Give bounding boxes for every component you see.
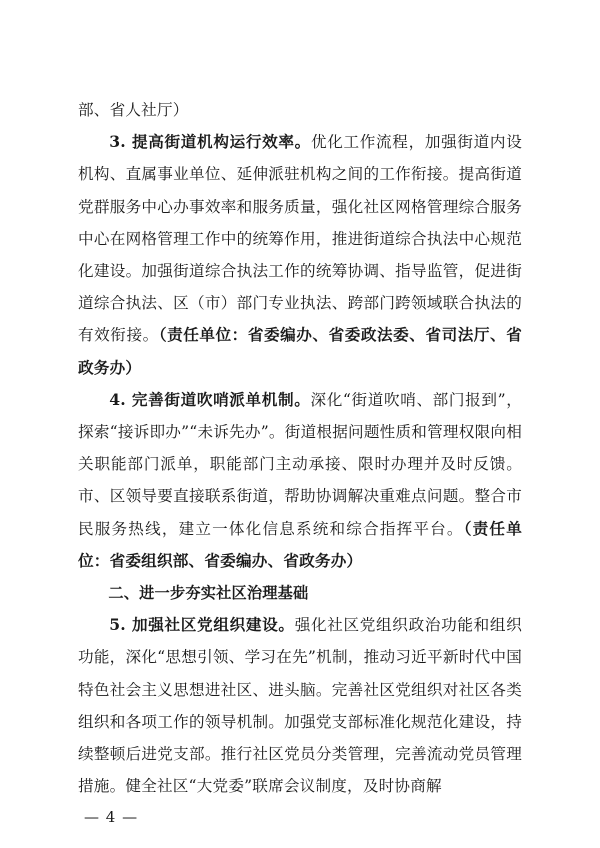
item-4-responsible: （责任单位：省委组织部、省委编办、省政务办） <box>78 518 522 570</box>
item-5-paragraph <box>78 609 522 802</box>
item-3-text: 优化工作流程，加强街道内设机构、直属事业单位、延伸派驻机构之间的工作衔接。提高街道党群服务中心办事效率和服务质量，强化社区网格管理综合服务中心在网格管理工作中的统筹作用，推进街道综合执法中心规范化建设。加强街道综合执法工作的统筹协调、指导监管，促进街道综合执法、区（市）部门专业执法、跨部门跨领域联合执法的有效衔接。 <box>78 133 522 345</box>
item-4-paragraph <box>78 384 522 577</box>
item-3-responsible: （责任单位：省委编办、省委政法委、省司法厅、省政务办） <box>78 325 522 377</box>
item-5-lead: 5. 加强社区党组织建设。 <box>109 615 295 635</box>
body-text <box>78 94 522 802</box>
opening-fragment: 部、省人社厅） <box>78 101 189 119</box>
section-2-heading: 二、进一步夯实社区治理基础 <box>108 584 309 603</box>
item-4-lead: 4. 完善街道吹哨派单机制。 <box>109 389 311 409</box>
item-3-paragraph <box>78 126 522 384</box>
item-3-lead: 3. 提高街道机构运行效率。 <box>109 132 311 152</box>
item-4-text: 深化“街道吹哨、部门报到”，探索“接诉即办”“未诉先办”。街道根据问题性质和管理权限向相关职能部门派单，职能部门主动承接、限时办理并及时反馈。市、区领导要直接联系街道，帮助协调解决重难点问题。整合市民服务热线，建立一体化信息系统和综合指挥平台。 <box>78 390 523 538</box>
page-number: — 4 — <box>84 808 139 826</box>
item-5-text: 强化社区党组织政治功能和组织功能，深化“思想引领、学习在先”机制，推动习近平新时代中国特色社会主义思想进社区、进头脑。完善社区党组织对社区各类组织和各项工作的领导机制。加强党支部标准化规范化建设，持续整顿后进党支部。推行社区党员分类管理，完善流动党员管理措施。健全社区“大党委”联席会议制度，及时协商解 <box>78 616 522 796</box>
